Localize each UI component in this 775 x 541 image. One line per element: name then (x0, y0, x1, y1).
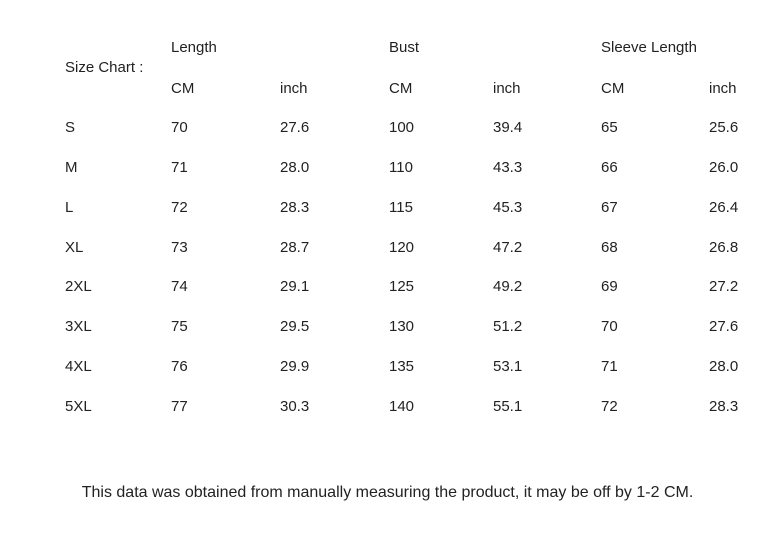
table-cell: 28.0 (280, 159, 310, 177)
table-row (65, 188, 775, 228)
column-group-length: Length (171, 39, 217, 56)
table-cell: 49.2 (493, 278, 523, 296)
table-cell: 135 (389, 357, 415, 375)
table-cell: 30.3 (280, 397, 310, 415)
size-chart-title: Size Chart : (65, 59, 144, 76)
table-cell: 72 (171, 198, 188, 216)
table-cell: 68 (601, 238, 618, 256)
column-group-sleeve-length: Sleeve Length (601, 39, 697, 56)
unit-header-bust-cm: CM (389, 79, 413, 97)
table-header (65, 27, 775, 108)
table-cell: 100 (389, 119, 415, 137)
spacer-cell (709, 27, 775, 68)
table-cell: 66 (601, 159, 618, 177)
size-chart-table (65, 27, 775, 426)
unit-header-sleeve-cm: CM (601, 79, 625, 97)
table-cell: 51.2 (493, 318, 523, 336)
row-label-xl: XL (65, 238, 84, 256)
table-row (65, 347, 775, 387)
table-cell: 55.1 (493, 397, 523, 415)
unit-header-sleeve-inch: inch (709, 79, 737, 97)
unit-header-bust-inch: inch (493, 79, 521, 97)
row-label-5xl: 5XL (65, 397, 92, 415)
table-row (65, 108, 775, 148)
table-cell: 29.1 (280, 278, 310, 296)
table-cell: 28.3 (280, 198, 310, 216)
table-cell: 70 (171, 119, 188, 137)
table-cell: 72 (601, 397, 618, 415)
row-label-2xl: 2XL (65, 278, 92, 296)
table-cell: 47.2 (493, 238, 523, 256)
table-cell: 71 (601, 357, 618, 375)
table-cell: 28.3 (709, 397, 739, 415)
table-cell: 140 (389, 397, 415, 415)
table-cell: 29.9 (280, 357, 310, 375)
table-cell: 45.3 (493, 198, 523, 216)
table-cell: 26.4 (709, 198, 739, 216)
table-cell: 115 (389, 198, 413, 216)
column-group-bust: Bust (389, 39, 420, 56)
table-cell: 29.5 (280, 318, 310, 336)
table-cell: 39.4 (493, 119, 523, 137)
table-cell: 27.2 (709, 278, 739, 296)
spacer-cell (280, 27, 389, 68)
table-cell: 28.0 (709, 357, 739, 375)
table-cell: 65 (601, 119, 618, 137)
table-cell: 27.6 (280, 119, 310, 137)
column-group-row (65, 27, 775, 68)
table-cell: 130 (389, 318, 415, 336)
table-row (65, 148, 775, 188)
table-cell: 71 (171, 159, 188, 177)
row-label-s: S (65, 119, 76, 137)
table-cell: 77 (171, 397, 188, 415)
unit-header-row (65, 68, 775, 108)
table-cell: 110 (389, 159, 413, 177)
table-cell: 26.8 (709, 238, 739, 256)
table-row (65, 227, 775, 267)
table-cell: 69 (601, 278, 618, 296)
footnote: This data was obtained from manually measuring the product, it may be off by 1-2 CM. (81, 484, 694, 501)
table-row (65, 307, 775, 347)
row-label-4xl: 4XL (65, 357, 92, 375)
table-cell: 70 (601, 318, 618, 336)
table-cell: 125 (389, 278, 415, 296)
table-cell: 26.0 (709, 159, 739, 177)
row-label-l: L (65, 198, 74, 216)
table-cell: 120 (389, 238, 415, 256)
table-cell: 27.6 (709, 318, 739, 336)
table-cell: 28.7 (280, 238, 310, 256)
row-label-3xl: 3XL (65, 318, 92, 336)
spacer-cell (493, 27, 601, 68)
table-row (65, 267, 775, 307)
table-cell: 53.1 (493, 357, 523, 375)
table-cell: 75 (171, 318, 188, 336)
table-cell: 25.6 (709, 119, 739, 137)
unit-header-length-inch: inch (280, 79, 308, 97)
row-label-m: M (65, 159, 78, 177)
table-cell: 74 (171, 278, 188, 296)
unit-header-length-cm: CM (171, 79, 195, 97)
table-cell: 73 (171, 238, 188, 256)
table-row (65, 386, 775, 426)
table-cell: 67 (601, 198, 618, 216)
table-cell: 76 (171, 357, 188, 375)
table-cell: 43.3 (493, 159, 523, 177)
